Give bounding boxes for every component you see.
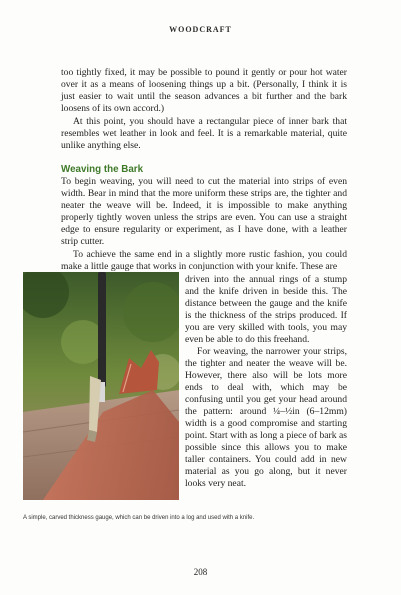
gauge-photo-illustration bbox=[23, 272, 179, 500]
paragraph-1-text: too tightly fixed, it may be possible to pound it gently or pour hot water over it as a means of loosening things up a bit. (Personally, I think it is just easier to wait until the season advances a bit further and the bark loosens of its own accord.) bbox=[61, 67, 347, 114]
paragraph-3-text: To begin weaving, you will need to cut the material into strips of even width. Bear in mind that the more uniform these strips are, the tighter and neater the weave will be. Indeed, it is impossible to make anything properly tightly woven unless the strips are even. You can use a straight edge to ensure regularity or experiment, as I have done, with a leather strip cutter. bbox=[61, 176, 347, 247]
paragraph-5-text: For weaving, the narrower your strips, the tighter and neater the weave will be. However, there also will be lots more ends to deal with, which may be confusing until you get your head around the pattern: around ¼–½in (6–12mm) width is a good compromise and starting point. Start with as long a piece of bark as possible since this allows you to make taller containers. You could add in new material as you go along, but it never looks very neat. bbox=[185, 346, 347, 489]
paragraph-3 bbox=[61, 176, 347, 248]
paragraph-4-text: To achieve the same end in a slightly more rustic fashion, you could make a little gauge that works in conjunction with your knife. These are bbox=[61, 249, 347, 272]
paragraph-wrap bbox=[185, 274, 347, 490]
page-number: 208 bbox=[193, 567, 208, 577]
running-head: WOODCRAFT bbox=[169, 25, 232, 34]
paragraph-4-continued: driven into the annual rings of a stump and the knife driven in beside this. The distance between the gauge and the knife is the thickness of the strips produced. If you are very skilled with tools, you may even be able to do this freehand. bbox=[185, 274, 347, 345]
paragraph-2 bbox=[61, 116, 347, 152]
paragraph-2-text: At this point, you should have a rectangular piece of inner bark that resembles wet leather in look and feel. It is a remarkable material, quite unlike anything else. bbox=[61, 116, 347, 151]
section-heading: Weaving the Bark bbox=[61, 164, 144, 175]
paragraph-4 bbox=[61, 249, 347, 273]
photo-caption: A simple, carved thickness gauge, which can be driven into a log and used with a knife. bbox=[23, 515, 255, 521]
paragraph-1 bbox=[61, 67, 347, 115]
gauge-photo bbox=[23, 272, 179, 500]
